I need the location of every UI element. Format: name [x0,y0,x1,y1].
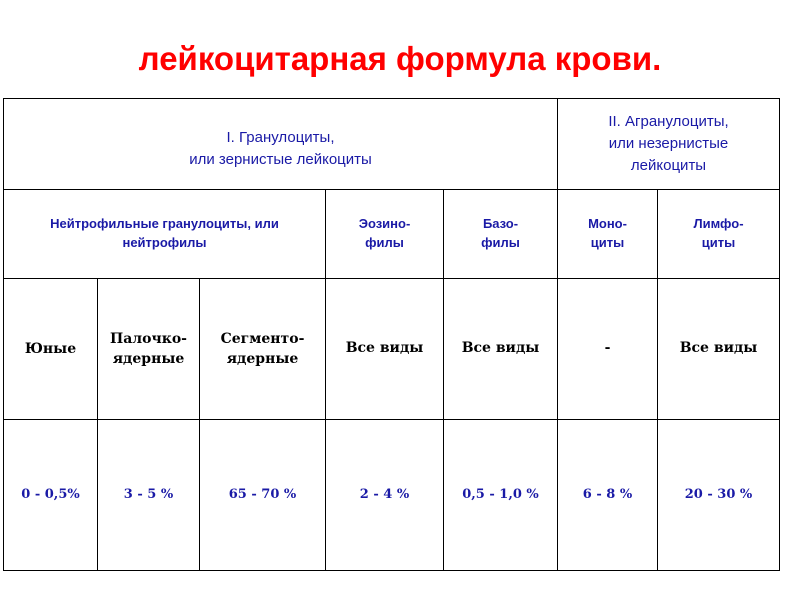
subtype-lymphocytes-all: Все виды [658,279,780,420]
value-monocytes: 6 - 8 % [558,420,658,571]
neutrophils-header-line: Нейтрофильные гранулоциты, или [50,216,279,232]
subtype-segmented [200,279,326,420]
lymphocytes-header [658,190,780,279]
leukocyte-formula-table [3,98,780,571]
subtype-young: Юные [4,279,98,420]
value-basophils: 0,5 - 1,0 % [444,420,558,571]
value-lymphocytes: 20 - 30 % [658,420,780,571]
monocytes-header [558,190,658,279]
value-young: 0 - 0,5% [4,420,98,571]
subtype-band-line: ядерные [112,351,185,367]
granulocytes-header [4,99,558,190]
lymphocytes-header-line: циты [701,235,736,250]
basophils-header [444,190,558,279]
subtype-eosinophils-all: Все виды [326,279,444,420]
value-band: 3 - 5 % [98,420,200,571]
subtype-basophils-all: Все виды [444,279,558,420]
granulocytes-header-line: или зернистые лейкоциты [189,151,372,168]
agranulocytes-header [558,99,780,190]
lymphocytes-header-line: Лимфо- [693,216,744,232]
eosinophils-header [326,190,444,279]
monocytes-header-line: циты [590,235,625,250]
subtype-row [4,279,780,420]
basophils-header-line: Базо- [482,216,519,232]
subtype-band [98,279,200,420]
eosinophils-header-line: Эозино- [358,216,411,232]
cell-type-row [4,190,780,279]
eosinophils-header-line: филы [365,235,404,250]
monocytes-header-line: Моно- [588,216,627,232]
neutrophils-header-line: нейтрофилы [122,235,207,250]
value-segmented: 65 - 70 % [200,420,326,571]
neutrophils-header [4,190,326,279]
subtype-band-line: Палочко- [109,330,187,347]
agranulocytes-header-line: лейкоциты [630,156,707,174]
subtype-monocytes: - [558,279,658,420]
subtype-segmented-line: ядерные [226,351,299,367]
page-title: лейкоцитарная формула крови. [138,40,662,77]
basophils-header-line: филы [481,235,520,250]
agranulocytes-header-line: II. Агранулоциты, [608,113,729,131]
group-header-row [4,99,780,190]
value-eosinophils: 2 - 4 % [326,420,444,571]
granulocytes-header-line: I. Гранулоциты, [226,129,335,147]
subtype-segmented-line: Сегменто- [220,330,305,347]
agranulocytes-header-line: или незернистые [608,135,729,153]
percentage-row [4,420,780,571]
